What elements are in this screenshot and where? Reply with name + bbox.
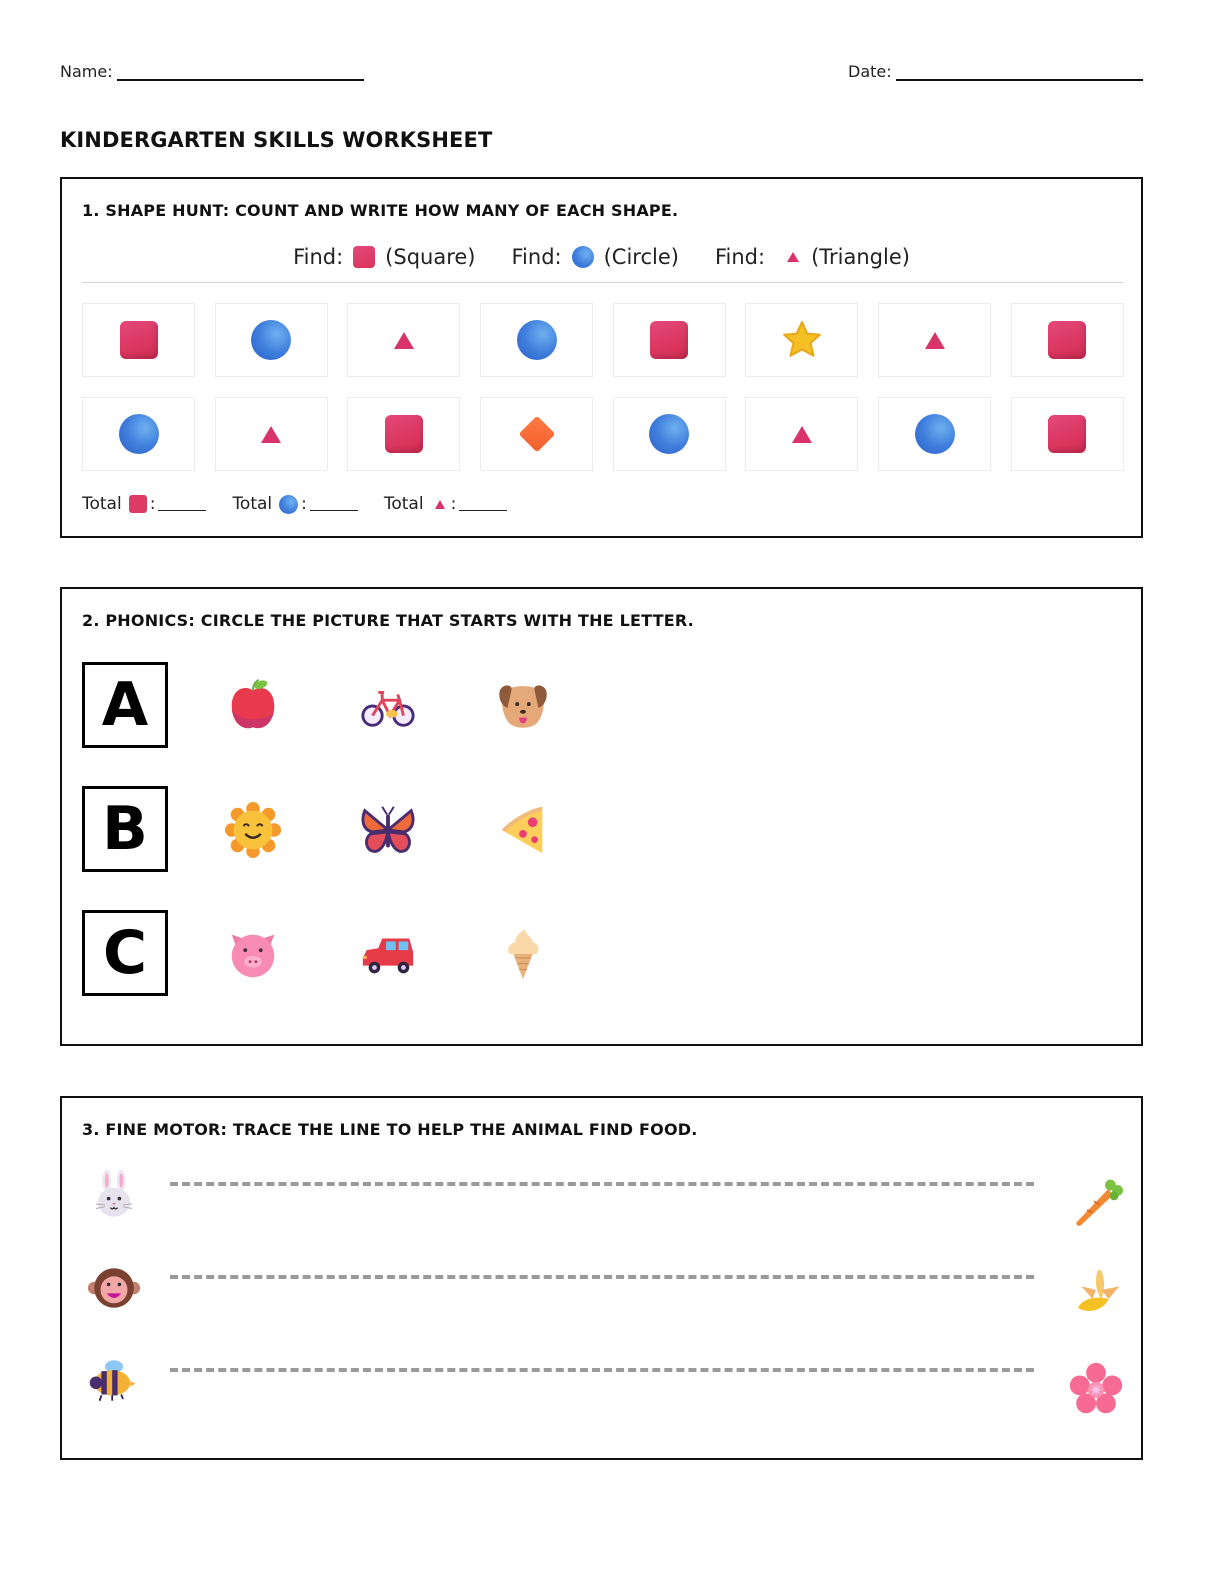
shape-cell[interactable] bbox=[347, 397, 460, 471]
total-circle bbox=[232, 494, 357, 514]
triangle-icon bbox=[925, 332, 945, 349]
find-name: (Triangle) bbox=[811, 245, 910, 269]
cherry-blossom-icon bbox=[1069, 1362, 1123, 1416]
square-icon bbox=[650, 321, 688, 359]
shape-cell[interactable] bbox=[878, 397, 991, 471]
bicycle-icon[interactable] bbox=[358, 676, 418, 736]
shape-cell[interactable] bbox=[613, 397, 726, 471]
square-icon bbox=[353, 246, 375, 268]
triangle-icon bbox=[261, 426, 281, 443]
find-square bbox=[293, 245, 475, 269]
triangle-icon bbox=[394, 332, 414, 349]
shape-cell[interactable] bbox=[82, 303, 195, 377]
shape-cell[interactable] bbox=[745, 397, 858, 471]
find-prefix: Find: bbox=[511, 245, 562, 269]
section-fine-motor bbox=[60, 1096, 1143, 1460]
dog-face-icon[interactable] bbox=[493, 676, 553, 736]
trace-line[interactable] bbox=[170, 1368, 1034, 1372]
square-icon bbox=[1048, 321, 1086, 359]
shape-cell[interactable] bbox=[215, 397, 328, 471]
section-title: 2. PHONICS: CIRCLE THE PICTURE THAT STARTS WITH THE LETTER. bbox=[82, 611, 694, 630]
find-legend bbox=[62, 245, 1141, 269]
find-triangle bbox=[715, 245, 910, 269]
shape-cell[interactable] bbox=[480, 303, 593, 377]
triangle-icon bbox=[787, 252, 799, 262]
shape-cell[interactable] bbox=[1011, 397, 1124, 471]
circle-icon bbox=[572, 246, 594, 268]
circle-icon bbox=[279, 495, 298, 514]
section-title: 1. SHAPE HUNT: COUNT AND WRITE HOW MANY OF EACH SHAPE. bbox=[82, 201, 679, 220]
total-square-blank[interactable] bbox=[158, 497, 206, 511]
shape-cell[interactable] bbox=[480, 397, 593, 471]
section-title: 3. FINE MOTOR: TRACE THE LINE TO HELP THE ANIMAL FIND FOOD. bbox=[82, 1120, 698, 1139]
square-icon bbox=[120, 321, 158, 359]
shape-grid bbox=[82, 303, 1123, 471]
shape-cell[interactable] bbox=[82, 397, 195, 471]
total-circle-blank[interactable] bbox=[310, 497, 358, 511]
letter-box: C bbox=[82, 910, 168, 996]
find-prefix: Find: bbox=[714, 245, 766, 269]
phonics-row-a bbox=[82, 662, 682, 748]
name-label: Name: bbox=[60, 62, 113, 81]
circle-icon bbox=[915, 414, 955, 454]
section-phonics bbox=[60, 587, 1143, 1046]
triangle-icon bbox=[792, 426, 812, 443]
total-triangle-blank[interactable] bbox=[459, 497, 507, 511]
phonics-row-c bbox=[82, 910, 682, 996]
find-name: (Circle) bbox=[603, 245, 679, 269]
apple-icon[interactable] bbox=[223, 676, 283, 736]
shape-cell[interactable] bbox=[878, 303, 991, 377]
shape-cell[interactable] bbox=[347, 303, 460, 377]
circle-icon bbox=[649, 414, 689, 454]
butterfly-icon[interactable] bbox=[358, 800, 418, 860]
carrot-icon bbox=[1069, 1176, 1123, 1230]
smiling-sun-icon[interactable] bbox=[223, 800, 283, 860]
star-icon bbox=[781, 319, 823, 361]
trace-row-bee bbox=[82, 1354, 1123, 1414]
total-colon: : bbox=[149, 494, 156, 514]
shape-cell[interactable] bbox=[1011, 303, 1124, 377]
find-circle bbox=[512, 245, 679, 269]
bee-icon bbox=[87, 1354, 141, 1408]
total-colon: : bbox=[301, 494, 307, 514]
trace-row-monkey bbox=[82, 1261, 1123, 1321]
monkey-face-icon bbox=[87, 1261, 141, 1315]
totals-row bbox=[82, 494, 533, 514]
circle-icon bbox=[251, 320, 291, 360]
date-label: Date: bbox=[848, 62, 892, 81]
worksheet-title: KINDERGARTEN SKILLS WORKSHEET bbox=[60, 128, 493, 152]
letter-box: B bbox=[82, 786, 168, 872]
pig-face-icon[interactable] bbox=[223, 924, 283, 984]
banana-icon bbox=[1069, 1263, 1123, 1317]
shape-cell[interactable] bbox=[745, 303, 858, 377]
square-icon bbox=[129, 495, 147, 513]
total-label: Total bbox=[232, 494, 273, 514]
name-line[interactable] bbox=[117, 65, 364, 81]
header-row bbox=[60, 62, 1143, 86]
ice-cream-icon[interactable] bbox=[493, 924, 553, 984]
total-square bbox=[82, 494, 206, 514]
car-icon[interactable] bbox=[358, 924, 418, 984]
rabbit-face-icon bbox=[87, 1168, 141, 1222]
total-colon: : bbox=[450, 494, 457, 514]
circle-icon bbox=[517, 320, 557, 360]
shape-cell[interactable] bbox=[215, 303, 328, 377]
circle-icon bbox=[119, 414, 159, 454]
trace-line[interactable] bbox=[170, 1275, 1034, 1279]
pizza-slice-icon[interactable] bbox=[493, 800, 553, 860]
phonics-row-b bbox=[82, 786, 682, 872]
date-line[interactable] bbox=[896, 65, 1143, 81]
total-label: Total bbox=[82, 494, 122, 514]
total-label: Total bbox=[383, 494, 424, 514]
trace-row-rabbit bbox=[82, 1168, 1123, 1228]
shape-cell[interactable] bbox=[613, 303, 726, 377]
square-icon bbox=[385, 415, 423, 453]
date-field[interactable] bbox=[848, 62, 1143, 81]
diamond-icon bbox=[518, 416, 555, 453]
square-icon bbox=[1048, 415, 1086, 453]
trace-line[interactable] bbox=[170, 1182, 1034, 1186]
triangle-icon bbox=[435, 500, 445, 509]
total-triangle bbox=[384, 494, 507, 514]
find-name: (Square) bbox=[385, 245, 476, 269]
divider bbox=[82, 282, 1123, 283]
letter-box: A bbox=[82, 662, 168, 748]
name-field[interactable] bbox=[60, 62, 364, 81]
section-shape-hunt bbox=[60, 177, 1143, 538]
find-prefix: Find: bbox=[293, 245, 344, 269]
